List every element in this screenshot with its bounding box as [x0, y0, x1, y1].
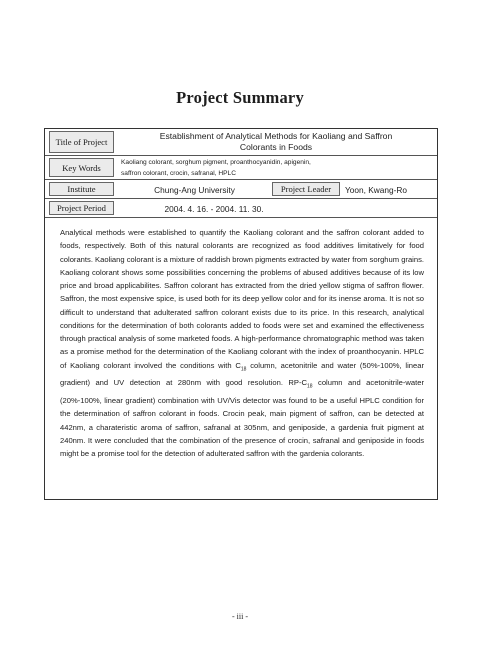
keywords-row [45, 156, 437, 180]
abstract-part-3: column and acetonitrile-water (20%-100%, linear gradient) combination with UV/Vis detector was found to be a useful HPLC condition for the determination of saffron colorant in foods. Crocin peak, main pigment of saffron, can be detected at 442nm, a charateristic aroma of saffron, safranal at 305nm, and geniposide, a gardenia fruit pigment at 240nm. It were concluded that the combination of the presence of crocin, safranal and geniposide in foods might be a promise tool for the detection of adulterated saffron with the gardenia colorants. [60, 378, 424, 459]
project-title-line2: Colorants in Foods [239, 142, 313, 152]
project-title-line1: Establishment of Analytical Methods for Kaoliang and Saffron [159, 131, 393, 141]
keywords [121, 157, 433, 179]
title-label: Title of Project [49, 131, 114, 153]
keywords-line2: saffron colorant, crocin, safranal, HPLC [121, 170, 236, 177]
leader-value: Yoon, Kwang-Ro [345, 184, 407, 195]
leader-label: Project Leader [272, 182, 340, 196]
keywords-line1: Kaoliang colorant, sorghum pigment, proanthocyanidin, apigenin, [121, 159, 311, 166]
page-title: Project Summary [176, 88, 304, 107]
abstract-part-1: Analytical methods were established to quantify the Kaoliang colorant and the saffron colorant added to foods, respectively. Both of this natural colorants are recognized as food additives limitatively for food colorants. Kaoliang colorant is a mixture of raddish brown pigments extracted by water from sorghum grains. Kaoliang colorant shows some possibilities concerning the problems of abused additives because of its low price and broad applicabilites. Saffron colorant has extracted from the dried yellow stigma of saffron flower. Saffron, the most expensive spice, is used both for its deep yellow color and for its inense aroma. It is not so difficult to understand that adulterated saffron colorant exists due to its price. In this research, analytical conditions for the determination of both colorants added to foods were set and examined the effectiveness through practical analysis of some marketed foods. A high-performance chromatographic method was taken as a promise method for the determination of the Kaoliang colorant with the index of proanthocyanin. HPLC of Kaoliang colorant involved the conditions with C [60, 228, 424, 370]
abstract-part-2: column, acetonitrile and water (50%-100%, linear gradient) and UV detection at 280nm with good resolution. RP-C [60, 360, 424, 388]
period-value: 2004. 4. 16. - 2004. 11. 30. [164, 203, 264, 214]
subscript-18-b: 18 [306, 383, 313, 390]
institute-value: Chung-Ang University [154, 184, 235, 195]
subscript-18: 18 [240, 366, 247, 373]
page-number: - iii - [232, 612, 248, 621]
project-title [119, 131, 433, 153]
period-label: Project Period [49, 201, 114, 215]
title-row [45, 129, 437, 156]
institute-label: Institute [49, 182, 114, 196]
keywords-label: Key Words [49, 158, 114, 177]
period-row [45, 199, 437, 218]
institute-row [45, 180, 437, 199]
abstract-text [60, 226, 424, 460]
